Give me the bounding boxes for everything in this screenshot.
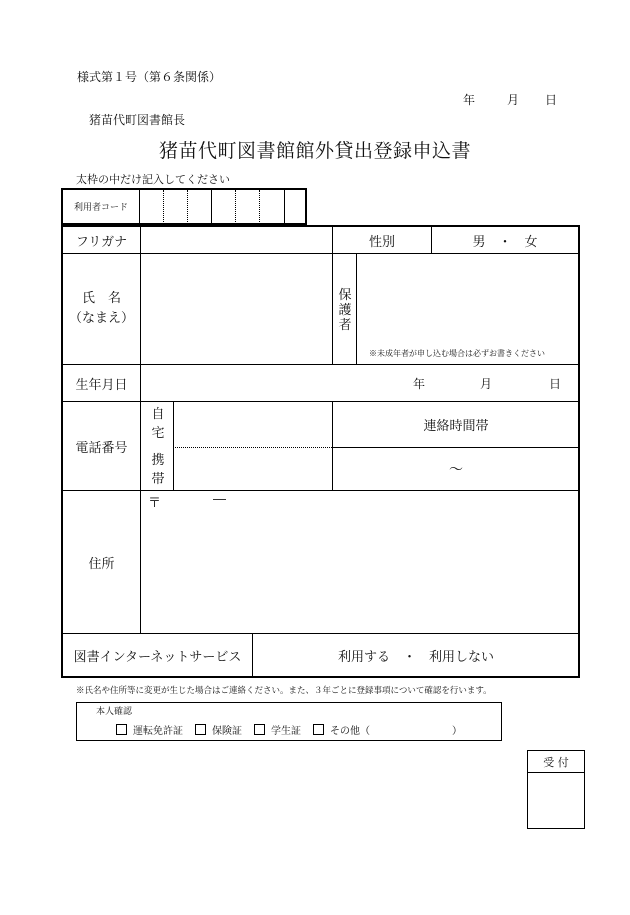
date-month: 月 — [507, 93, 520, 107]
birth-label: 生年月日 — [75, 377, 128, 393]
guardian-note: ※未成年者が申し込む場合は必ずお書きください — [369, 349, 545, 358]
id-option-other[interactable] — [313, 722, 370, 737]
id-option-insurance[interactable] — [195, 722, 242, 737]
checkbox-icon[interactable] — [116, 724, 127, 735]
contact-time-label: 連絡時間帯 — [423, 419, 489, 434]
internet-label: 図書インターネットサービス — [73, 650, 242, 665]
mobile-phone-input[interactable] — [174, 448, 331, 489]
id-option-insurance-label: 保険証 — [212, 726, 242, 737]
form-number: 様式第１号（第６条関係） — [77, 70, 222, 84]
home-phone-input[interactable] — [174, 402, 331, 446]
furigana-label: フリガナ — [75, 234, 128, 250]
date-year: 年 — [463, 93, 476, 107]
name-input[interactable] — [141, 254, 331, 363]
guardian-label: 保 護 者 — [338, 288, 352, 333]
address-input[interactable] — [141, 491, 578, 632]
checkbox-icon[interactable] — [313, 724, 324, 735]
mobile-label: 携 帯 — [151, 453, 165, 487]
birth-year: 年 — [413, 377, 426, 391]
home-label: 自 宅 — [151, 407, 165, 441]
gender-label: 性別 — [368, 234, 395, 250]
instruction: 太枠の中だけ記入してください — [76, 173, 230, 186]
gender-options[interactable]: 男 ・ 女 — [472, 234, 538, 250]
identity-options — [116, 722, 382, 737]
postal-mark: 〒 — [148, 496, 162, 511]
name-label-sub: （なまえ） — [68, 311, 134, 326]
name-label-main: 氏 名 — [81, 291, 121, 306]
phone-label: 電話番号 — [75, 440, 128, 456]
postal-dash: ― — [213, 492, 226, 507]
footer-note: ※氏名や住所等に変更が生じた場合はご連絡ください。また、３年ごとに登録事項について確認を行います。 — [76, 686, 492, 696]
checkbox-icon[interactable] — [254, 724, 265, 735]
date-day: 日 — [545, 93, 558, 107]
page-title: 猪苗代町図書館館外貸出登録申込書 — [158, 140, 471, 162]
reception-label: 受 付 — [543, 755, 569, 769]
birth-input[interactable] — [141, 365, 578, 401]
address-label: 住所 — [88, 556, 115, 572]
id-option-other-label: その他（ — [330, 726, 370, 737]
name-label — [63, 254, 140, 364]
identity-title: 本人確認 — [96, 707, 133, 717]
furigana-input[interactable] — [141, 227, 331, 253]
internet-options[interactable]: 利用する ・ 利用しない — [337, 650, 494, 665]
id-option-license[interactable] — [116, 722, 183, 737]
id-option-student-label: 学生証 — [271, 726, 301, 737]
id-option-other-close: ） — [452, 726, 462, 737]
contact-time-input[interactable]: ～ — [449, 462, 463, 478]
birth-day: 日 — [549, 377, 562, 391]
checkbox-icon[interactable] — [195, 724, 206, 735]
id-option-student[interactable] — [254, 722, 301, 737]
addressee: 猪苗代町図書館長 — [89, 113, 186, 127]
birth-month: 月 — [480, 377, 493, 391]
user-code-input[interactable] — [140, 190, 306, 223]
id-option-license-label: 運転免許証 — [133, 726, 183, 737]
user-code-label: 利用者コード — [73, 203, 128, 213]
guardian-input[interactable] — [357, 254, 578, 346]
